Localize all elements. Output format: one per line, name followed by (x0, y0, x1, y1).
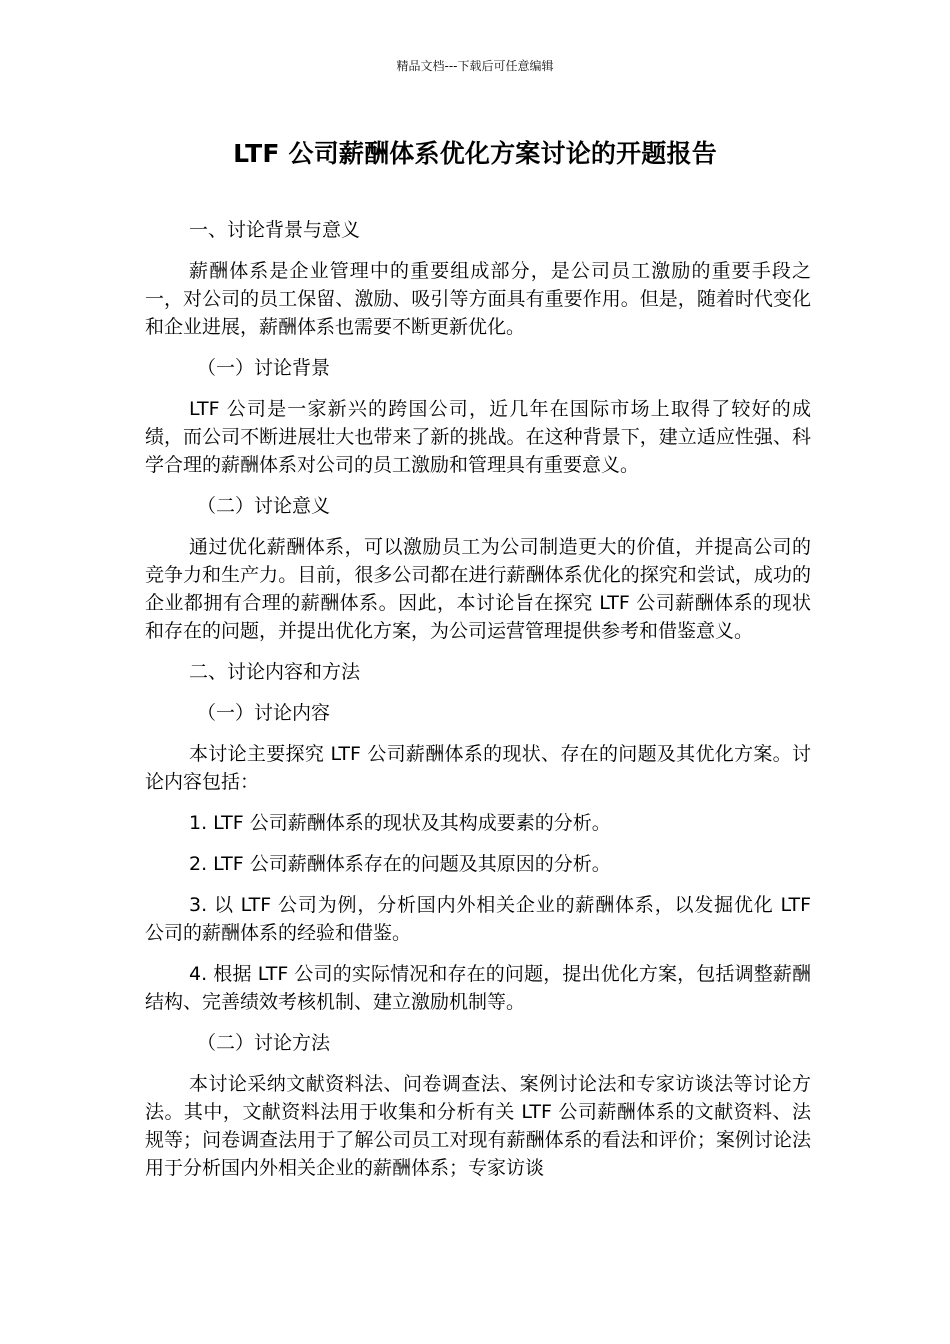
list-item: 2. LTF 公司薪酬体系存在的问题及其原因的分析。 (189, 853, 611, 875)
paragraph-content-intro: 本讨论主要探究 LTF 公司薪酬体系的现状、存在的问题及其优化方案。讨论内容包括： (145, 743, 811, 793)
subsection-heading-background: （一）讨论背景 (197, 357, 331, 379)
paragraph-significance: 通过优化薪酬体系，可以激励员工为公司制造更大的价值，并提高公司的竞争力和生产力。目前，很多公司都在进行薪酬体系优化的探究和尝试，成功的企业都拥有合理的薪酬体系。因此，本讨论旨在探究 LTF 公司薪酬体系的现状和存在的问题，并提出优化方案，为公司运营管理提供参考和借鉴意义。 (145, 536, 811, 642)
list-item: 4. 根据 LTF 公司的实际情况和存在的问题，提出优化方案，包括调整薪酬结构、完善绩效考核机制、建立激励机制等。 (145, 963, 811, 1013)
section-heading-background-significance: 一、讨论背景与意义 (189, 219, 361, 241)
section-heading-content-method: 二、讨论内容和方法 (189, 661, 361, 683)
document-title: LTF 公司薪酬体系优化方案讨论的开题报告 (233, 139, 717, 168)
subsection-heading-content: （一）讨论内容 (197, 702, 331, 724)
list-item: 1. LTF 公司薪酬体系的现状及其构成要素的分析。 (189, 812, 611, 834)
document-body (145, 216, 811, 1195)
subsection-heading-significance: （二）讨论意义 (197, 495, 331, 517)
paragraph-method: 本讨论采纳文献资料法、问卷调查法、案例讨论法和专家访谈法等讨论方法。其中，文献资料法用于收集和分析有关 LTF 公司薪酬体系的文献资料、法规等；问卷调查法用于了解公司员工对现有薪酬体系的看法和评价；案例讨论法用于分析国内外相关企业的薪酬体系；专家访谈 (145, 1073, 811, 1179)
paragraph-intro: 薪酬体系是企业管理中的重要组成部分，是公司员工激励的重要手段之一，对公司的员工保留、激励、吸引等方面具有重要作用。但是，随着时代变化和企业进展，薪酬体系也需要不断更新优化。 (145, 260, 811, 338)
paragraph-background: LTF 公司是一家新兴的跨国公司，近几年在国际市场上取得了较好的成绩，而公司不断进展壮大也带来了新的挑战。在这种背景下，建立适应性强、科学合理的薪酬体系对公司的员工激励和管理具有重要意义。 (145, 398, 811, 476)
list-item: 3. 以 LTF 公司为例，分析国内外相关企业的薪酬体系，以发掘优化 LTF 公司的薪酬体系的经验和借鉴。 (145, 894, 811, 944)
header-note: 精品文档---下载后可任意编辑 (396, 59, 554, 73)
subsection-heading-method: （二）讨论方法 (197, 1032, 331, 1054)
